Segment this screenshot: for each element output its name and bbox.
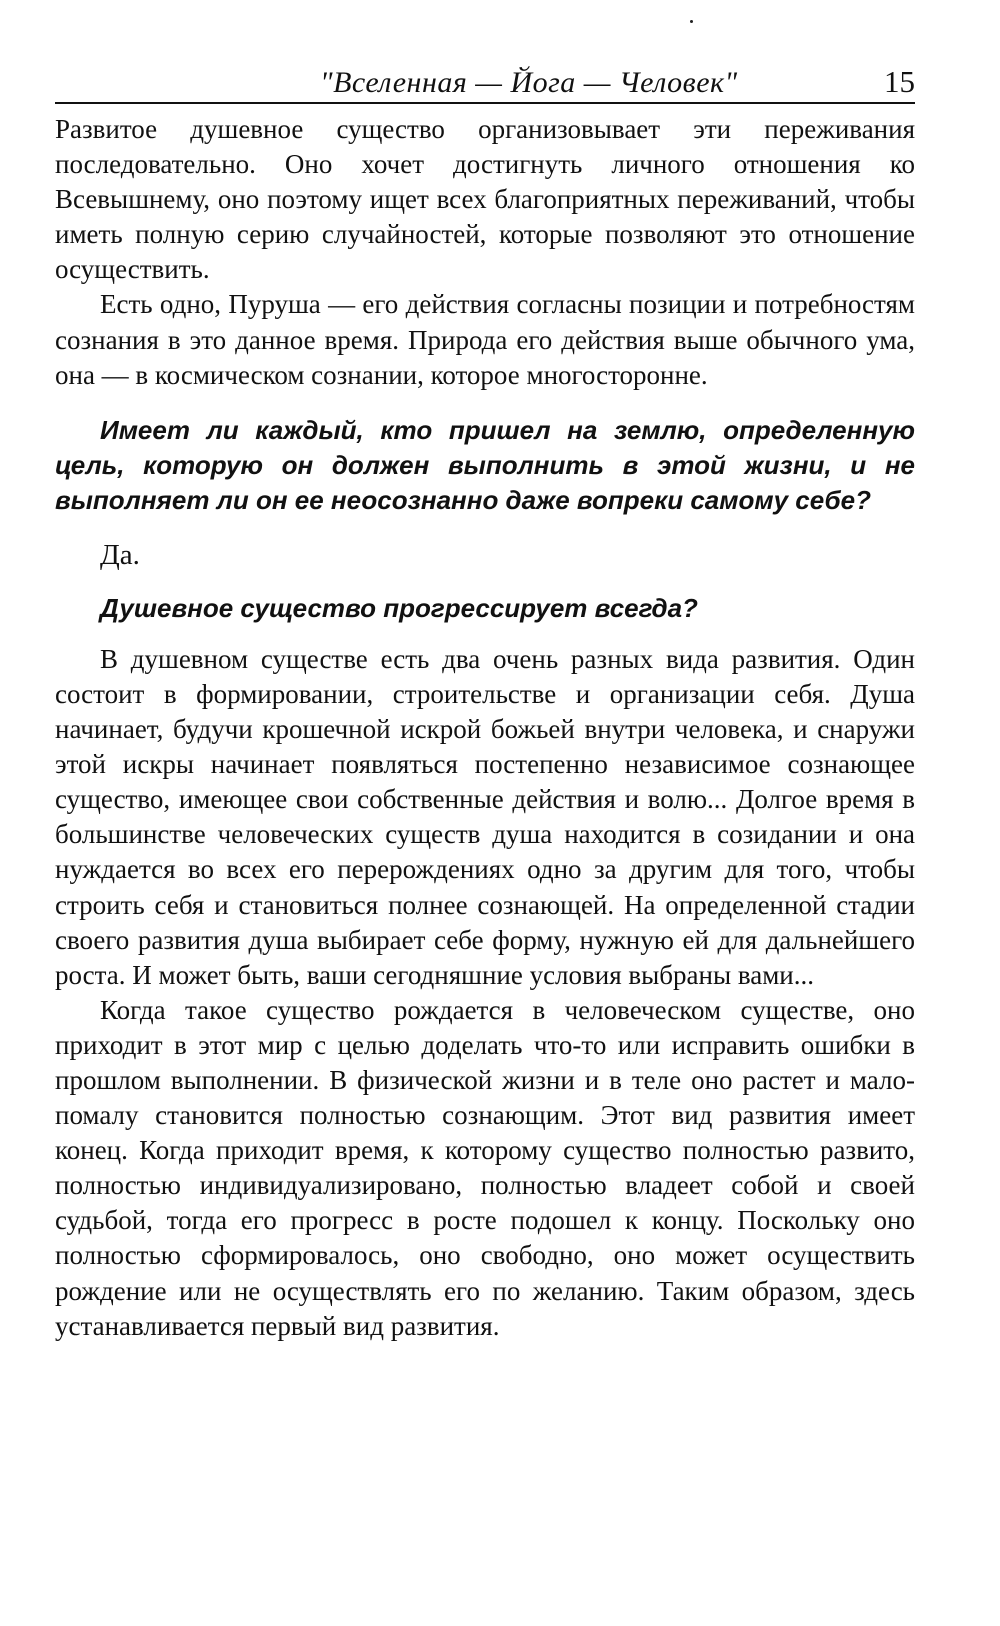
page-number: 15	[884, 64, 915, 99]
answer-1: Да.	[100, 538, 140, 571]
page-body	[55, 112, 915, 1344]
paragraph-4: Когда такое существо рождается в человеческом существе, оно приходит в этот мир с целью доделать что-то или исправить ошибки в прошлом выполнении. В физической жизни и в теле оно растет и мало-помалу становится полностью сознающим. Этот вид развития имеет конец. Когда приходит время, к которому существо полностью развито, полностью индивидуализировано, полностью владеет собой и своей судьбой, тогда его прогресс в росте подошел к концу. Поскольку оно полностью сформировалось, оно свободно, оно может осуществить рождение или не осуществлять его по желанию. Таким образом, здесь устанавливается первый вид развития.	[55, 994, 915, 1341]
paragraph-3: В душевном существе есть два очень разных вида развития. Один состоит в формировании, строительстве и организации себя. Душа начинает, будучи крошечной искрой божьей внутри человека, и снаружи этой искры начинает появляться постепенно независимое сознающее существо, имеющее свои собственные действия и волю... Долгое время в большинстве человеческих существ душа находится в созидании и она нуждается во всех его перерождениях одно за другим для того, чтобы строить себя и становиться полнее сознающей. На определенной стадии своего развития душа выбирает себе форму, нужную ей для дальнейшего роста. И может быть, ваши сегодняшние условия выбраны вами...	[55, 643, 915, 990]
question-2: Душевное существо прогрессирует всегда?	[100, 592, 698, 623]
paragraph-1: Развитое душевное существо организовывает эти переживания последовательно. Оно хочет достигнуть личного отношения ко Всевышнему, оно поэтому ищет всех благоприятных переживаний, чтобы иметь полную серию случайностей, которые позволяют это отношение осуществить.	[55, 114, 915, 285]
paragraph-2: Есть одно, Пуруша — его действия согласны позиции и потребностям сознания в это данное время. Природа его действия выше обычного ума, она — в космическом сознании, которое многосторонне.	[55, 289, 915, 390]
page-header	[55, 62, 915, 104]
running-title: "Вселенная — Йога — Человек"	[320, 66, 738, 99]
question-1: Имеет ли каждый, кто пришел на землю, определенную цель, которую он должен выполнить в этой жизни, и не выполняет ли он ее неосознанно даже вопреки самому себе?	[55, 414, 915, 515]
print-speck	[690, 20, 693, 23]
